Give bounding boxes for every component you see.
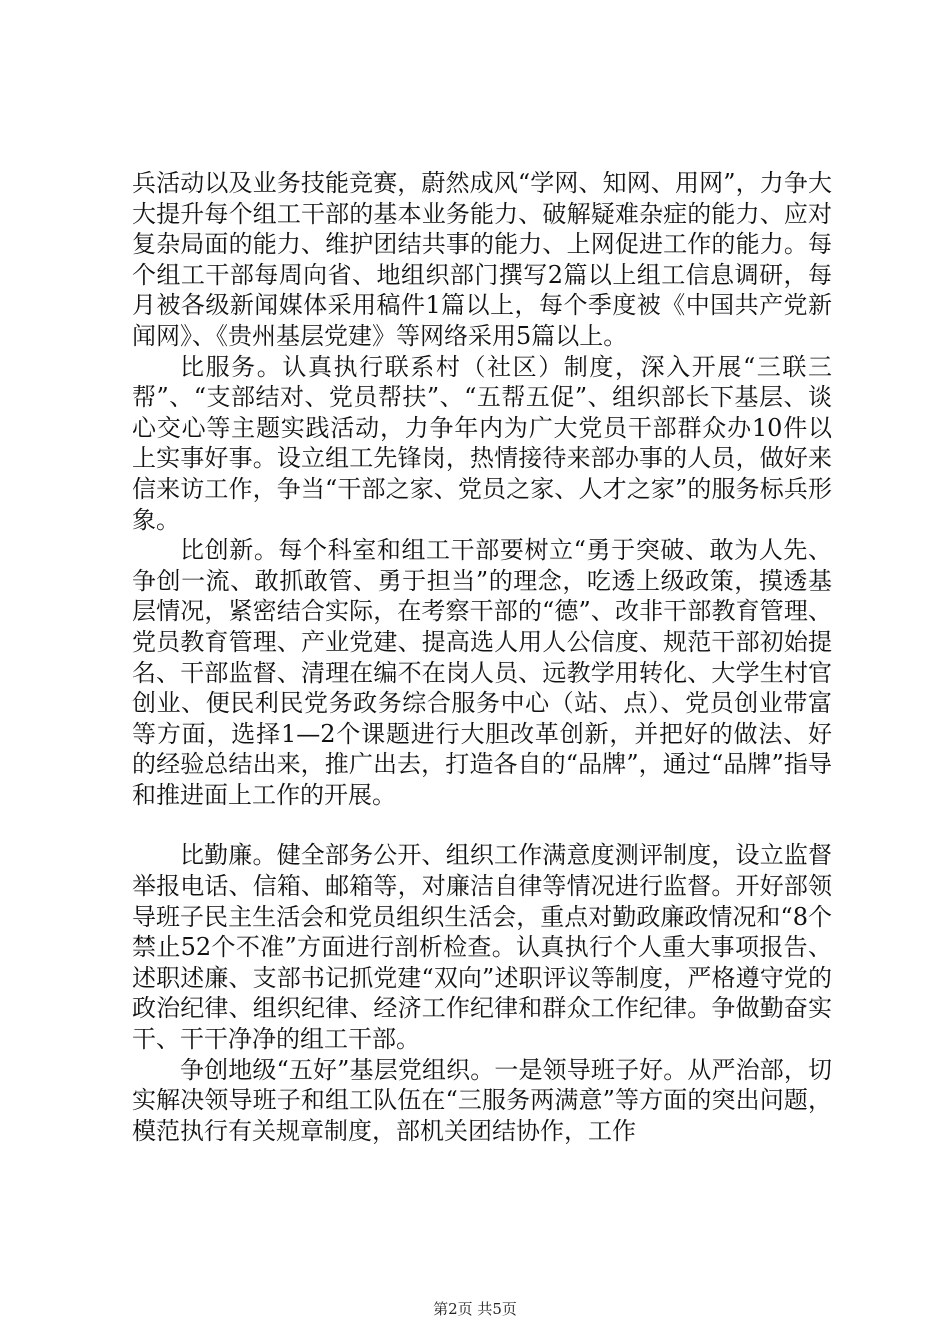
- paragraph-five-good: 争创地级“五好”基层党组织。一是领导班子好。从严治部，切实解决领导班子和组工队伍在“三服务两满意”等方面的突出问题，模范执行有关规章制度，部机关团结协作，工作: [132, 1055, 832, 1145]
- paragraph-integrity: 比勤廉。健全部务公开、组织工作满意度测评制度，设立监督举报电话、信箱、邮箱等，对廉洁自律等情况进行监督。开好部领导班子民主生活会和党员组织生活会，重点对勤政廉政情况和“8个禁止52个不准”方面进行剖析检查。认真执行个人重大事项报告、述职述廉、支部书记抓党建“双向”述职评议等制度，严格遵守党的政治纪律、组织纪律、经济工作纪律和群众工作纪律。争做勤奋实干、干干净净的组工干部。: [132, 841, 832, 1054]
- document-body: [132, 168, 832, 1146]
- paragraph-continued-skills: 兵活动以及业务技能竞赛，蔚然成风“学网、知网、用网”，力争大大提升每个组工干部的基本业务能力、破解疑难杂症的能力、应对复杂局面的能力、维护团结共事的能力、上网促进工作的能力。每个组工干部每周向省、地组织部门撰写2篇以上组工信息调研，每月被各级新闻媒体采用稿件1篇以上，每个季度被《中国共产党新闻网》、《贵州基层党建》等网络采用5篇以上。: [132, 169, 832, 350]
- paragraph-service: 比服务。认真执行联系村（社区）制度，深入开展“三联三帮”、“支部结对、党员帮扶”、“五帮五促”、组织部长下基层、谈心交心等主题实践活动，力争年内为广大党员干部群众办10件以上实事好事。设立组工先锋岗，热情接待来部办事的人员，做好来信来访工作，争当“干部之家、党员之家、人才之家”的服务标兵形象。: [132, 352, 832, 534]
- paragraph-innovation: 比创新。每个科室和组工干部要树立“勇于突破、敢为人先、争创一流、敢抓敢管、勇于担当”的理念，吃透上级政策，摸透基层情况，紧密结合实际，在考察干部的“德”、改非干部教育管理、党员教育管理、产业党建、提高选人用人公信度、规范干部初始提名、干部监督、清理在编不在岗人员、远教学用转化、大学生村官创业、便民利民党务政务综合服务中心（站、点）、党员创业带富等方面，选择1—2个课题进行大胆改革创新，并把好的做法、好的经验总结出来，推广出去，打造各自的“品牌”，通过“品牌”指导和推进面上工作的开展。: [132, 536, 832, 809]
- page-number-label: 第2页 共5页: [433, 1300, 517, 1318]
- page-footer: [0, 1300, 950, 1318]
